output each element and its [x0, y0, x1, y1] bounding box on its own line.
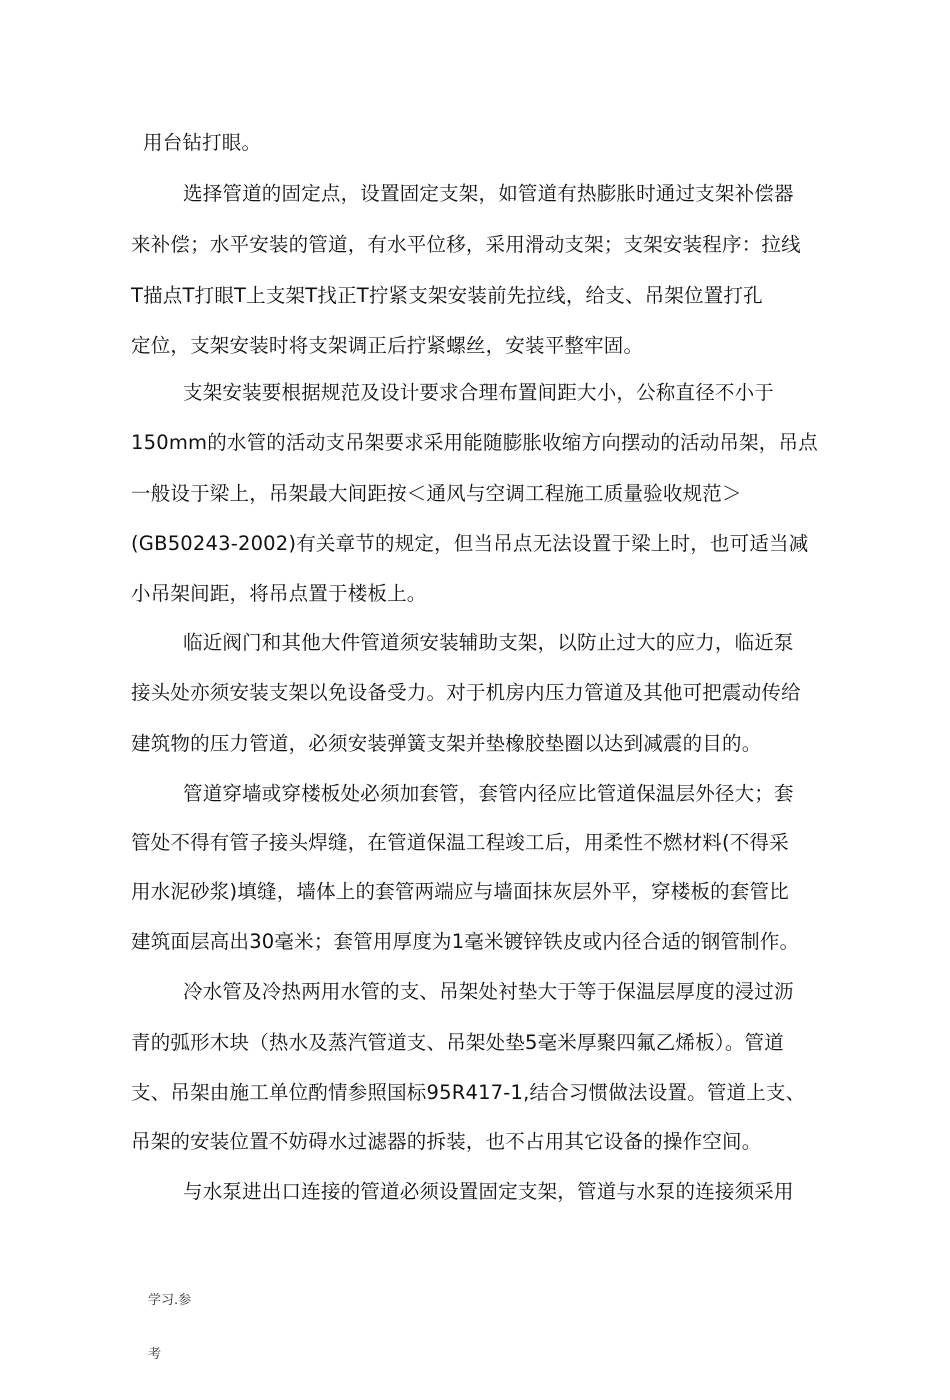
text-line: 小吊架间距，将吊点置于楼板上。	[131, 582, 427, 605]
text-line: 一般设于梁上，吊架最大间距按＜通风与空调工程施工质量验收规范＞	[131, 482, 742, 505]
footer-line-1: 学习.参	[148, 1293, 192, 1308]
text-line: 选择管道的固定点，设置固定支架，如管道有热膨胀时通过支架补偿器	[183, 182, 794, 205]
text-line: 吊架的安装位置不妨碍水过滤器的拆装，也不占用其它设备的操作空间。	[131, 1130, 762, 1153]
text-line: 150mm的水管的活动支吊架要求采用能随膨胀收缩方向摆动的活动吊架，吊点	[131, 431, 818, 454]
text-line: 支架安装要根据规范及设计要求合理布置间距大小，公称直径不小于	[183, 381, 775, 404]
text-line: 管道穿墙或穿楼板处必须加套管，套管内径应比管道保温层外径大；套	[183, 782, 794, 805]
text-line: 来补偿；水平安装的管道，有水平位移，采用滑动支架；支架安装程序：拉线	[131, 233, 801, 256]
text-line: 接头处亦须安装支架以免设备受力。对于机房内压力管道及其他可把震动传给	[131, 681, 801, 704]
text-line: 冷水管及冷热两用水管的支、吊架处衬垫大于等于保温层厚度的浸过沥	[183, 980, 794, 1003]
text-line: 临近阀门和其他大件管道须安装辅助支架，以防止过大的应力，临近泵	[183, 631, 794, 654]
text-line: (GB50243-2002)有关章节的规定，但当吊点无法设置于梁上时，也可适当减	[131, 532, 809, 555]
text-line: 与水泵进出口连接的管道必须设置固定支架，管道与水泵的连接须采用	[183, 1180, 794, 1203]
text-line: 管处不得有管子接头焊缝，在管道保温工程竣工后，用柔性不燃材料(不得采	[131, 831, 789, 854]
footer-line-2: 考	[148, 1347, 162, 1362]
text-line: 定位，支架安装时将支架调正后拧紧螺丝，安装平整牢固。	[131, 334, 644, 357]
text-line: 青的弧形木块（热水及蒸汽管道支、吊架处垫5毫米厚聚四氟乙烯板）。管道	[131, 1031, 784, 1054]
text-line: 用台钻打眼。	[143, 131, 262, 154]
text-line: 建筑物的压力管道，必须安装弹簧支架并垫橡胶垫圈以达到减震的目的。	[131, 732, 762, 755]
text-line: T描点T打眼T上支架T找正T拧紧支架安装前先拉线，给支、吊架位置打孔	[131, 284, 763, 307]
text-line: 支、吊架由施工单位酌情参照国标95R417-1,结合习惯做法设置。管道上支、	[131, 1081, 806, 1104]
text-line: 建筑面层高出30毫米；套管用厚度为1毫米镀锌铁皮或内径合适的钢管制作。	[131, 930, 800, 953]
text-line: 用水泥砂浆)填缝，墙体上的套管两端应与墙面抹灰层外平，穿楼板的套管比	[131, 880, 789, 903]
footer-note	[148, 1256, 191, 1400]
